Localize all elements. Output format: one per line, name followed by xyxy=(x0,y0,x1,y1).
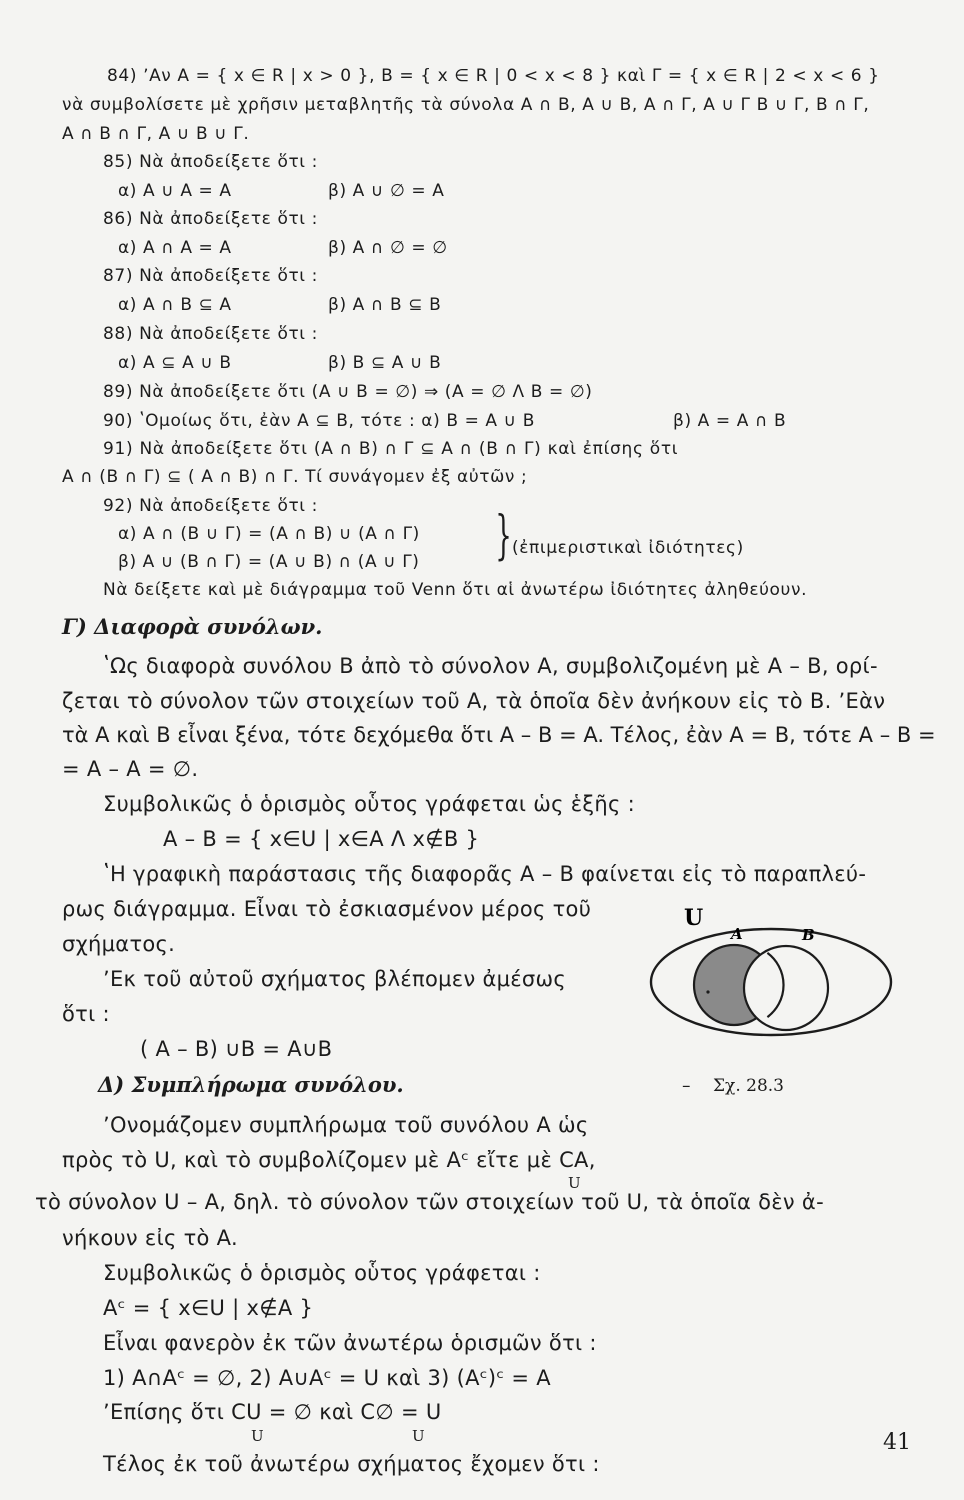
difference-line-11: ὅτι : xyxy=(62,1002,110,1026)
complement-definition-formula: Aᶜ = { x∈U | x∉A } xyxy=(103,1296,314,1320)
difference-line-10: ʼΕκ τοῦ αὐτοῦ σχήματος βλέπομεν ἀμέσως xyxy=(103,967,567,991)
set-b-label: B xyxy=(802,926,815,944)
complement-line-7: Εἶναι φανερὸν ἐκ τῶν ἀνωτέρω ὁρισμῶν ὅτι : xyxy=(103,1331,597,1355)
right-brace: } xyxy=(495,506,512,566)
exercise-92-title: 92) Νὰ ἀποδείξετε ὅτι : xyxy=(103,496,318,516)
difference-line-9: σχήματος. xyxy=(62,932,176,956)
exercise-91-line1: 91) Νὰ ἀποδείξετε ὅτι (A ∩ B) ∩ Γ ⊆ A ∩ (B ∩ Γ) καὶ ἐπίσης ὅτι xyxy=(103,439,679,459)
complement-line-1: ʼΟνομάζομεν συμπλήρωμα τοῦ συνόλου A ὡς xyxy=(103,1113,589,1137)
exercise-87-b: β) A ∩ B ⊆ B xyxy=(328,295,442,315)
difference-definition-formula: A – B = { x∈U | x∈A Λ x∉B } xyxy=(163,827,480,851)
complement-line-4: νήκουν εἰς τὸ A. xyxy=(62,1226,238,1250)
exercise-84-line3: A ∩ B ∩ Γ, A ∪ B ∪ Γ. xyxy=(62,124,250,144)
complement-properties: 1) A∩Aᶜ = ∅, 2) A∪Aᶜ = U καὶ 3) (Aᶜ)ᶜ = A xyxy=(103,1366,551,1390)
exercise-90-b: β) A = A ∩ B xyxy=(673,411,787,431)
complement-line-10: Τέλος ἐκ τοῦ ἀνωτέρω σχήματος ἔχομεν ὅτι : xyxy=(103,1452,600,1476)
difference-line-7: ʽΗ γραφικὴ παράστασις τῆς διαφορᾶς A – B φαίνεται εἰς τὸ παραπλεύ- xyxy=(103,862,867,886)
difference-line-3: τὰ A καὶ B εἶναι ξένα, τότε δεχόμεθα ὅτι A – B = A. Τέλος, ἐὰν A = B, τότε A – B = xyxy=(62,723,936,747)
difference-line-8: ρως διάγραμμα. Εἶναι τὸ ἐσκιασμένον μέρος τοῦ xyxy=(62,897,592,921)
element-dot xyxy=(706,990,709,993)
cu-subscript-u: U xyxy=(251,1427,264,1445)
set-b-circle xyxy=(744,946,828,1030)
exercise-90-a: 90) ʽΟμοίως ὅτι, ἐὰν A ⊆ B, τότε : α) B = A ∪ B xyxy=(103,411,535,431)
exercise-88-title: 88) Νὰ ἀποδείξετε ὅτι : xyxy=(103,324,318,344)
exercise-92-venn-note: Νὰ δείξετε καὶ μὲ διάγραμμα τοῦ Venn ὅτι αἱ ἀνωτέρω ἰδιότητες ἀληθεύουν. xyxy=(103,580,808,600)
complement-subscript-u: U xyxy=(568,1174,581,1192)
venn-diagram-figure xyxy=(646,905,906,1045)
exercise-91-line2: A ∩ (B ∩ Γ) ⊆ ( A ∩ B) ∩ Γ. Τί συνάγομεν ἐξ αὐτῶν ; xyxy=(62,467,528,487)
difference-line-2: ζεται τὸ σύνολον τῶν στοιχείων τοῦ A, τὰ ὁποῖα δὲν ἀνήκουν εἰς τὸ B. ʼΕὰν xyxy=(62,689,886,713)
difference-union-formula: ( A – B) ∪B = A∪B xyxy=(140,1037,333,1061)
complement-line-9: ʼΕπίσης ὅτι CU = ∅ καὶ C∅ = U xyxy=(103,1400,442,1424)
exercise-87-a: α) A ∩ B ⊆ A xyxy=(118,295,232,315)
exercise-86-a: α) A ∩ A = A xyxy=(118,238,232,258)
section-complement-heading: Δ) Συμπλήρωμα συνόλου. xyxy=(98,1072,404,1097)
figure-caption: Σχ. 28.3 xyxy=(713,1076,784,1096)
exercise-85-b: β) A ∪ ∅ = A xyxy=(328,181,445,201)
universe-label: U xyxy=(684,905,704,931)
difference-line-4: = A – A = ∅. xyxy=(62,757,199,781)
exercise-85-title: 85) Νὰ ἀποδείξετε ὅτι : xyxy=(103,152,318,172)
exercise-92-b: β) A ∪ (B ∩ Γ) = (A ∪ B) ∩ (A ∪ Γ) xyxy=(118,552,420,572)
exercise-87-title: 87) Νὰ ἀποδείξετε ὅτι : xyxy=(103,266,318,286)
distributive-properties-note: (ἐπιμεριστικαὶ ἰδιότητες) xyxy=(512,538,744,558)
exercise-92-a: α) A ∩ (B ∪ Γ) = (A ∩ B) ∪ (A ∩ Γ) xyxy=(118,524,420,544)
difference-line-1: ʽΩς διαφορὰ συνόλου B ἀπὸ τὸ σύνολον A, συμβολιζομένη μὲ A – B, ορί- xyxy=(103,654,878,678)
exercise-84-line1: 84) ʼΑν A = { x ∈ R | x > 0 }, B = { x ∈ R | 0 < x < 8 } καὶ Γ = { x ∈ R | 2 < x < 6 } xyxy=(107,66,880,86)
section-difference-heading: Γ) Διαφορὰ συνόλων. xyxy=(62,614,323,639)
exercise-86-b: β) A ∩ ∅ = ∅ xyxy=(328,238,448,258)
set-a-label: A xyxy=(731,925,743,943)
exercise-84-line2: νὰ συμβολίσετε μὲ χρῆσιν μεταβλητῆς τὰ σύνολα A ∩ B, A ∪ B, A ∩ Γ, A ∪ Γ B ∪ Γ, B ∩ Γ, xyxy=(62,95,870,115)
complement-line-2: πρὸς τὸ U, καὶ τὸ συμβολίζομεν μὲ Aᶜ εἴτε μὲ CA, xyxy=(62,1148,596,1172)
exercise-85-a: α) A ∪ A = A xyxy=(118,181,232,201)
complement-line-5: Συμβολικῶς ὁ ὁρισμὸς οὗτος γράφεται : xyxy=(103,1261,541,1285)
complement-line-3: τὸ σύνολον U – A, δηλ. τὸ σύνολον τῶν στοιχείων τοῦ U, τὰ ὁποῖα δὲν ἀ- xyxy=(35,1190,824,1214)
exercise-88-a: α) A ⊆ A ∪ B xyxy=(118,353,232,373)
difference-line-5: Συμβολικῶς ὁ ὁρισμὸς οὗτος γράφεται ὡς ἑξῆς : xyxy=(103,792,635,816)
page-number: 41 xyxy=(883,1430,911,1455)
exercise-89: 89) Νὰ ἀποδείξετε ὅτι (A ∪ B = ∅) ⇒ (A = ∅ Λ B = ∅) xyxy=(103,382,593,402)
exercise-88-b: β) B ⊆ A ∪ B xyxy=(328,353,442,373)
exercise-86-title: 86) Νὰ ἀποδείξετε ὅτι : xyxy=(103,209,318,229)
figure-dash: – xyxy=(682,1076,691,1096)
cempty-subscript-u: U xyxy=(412,1427,425,1445)
